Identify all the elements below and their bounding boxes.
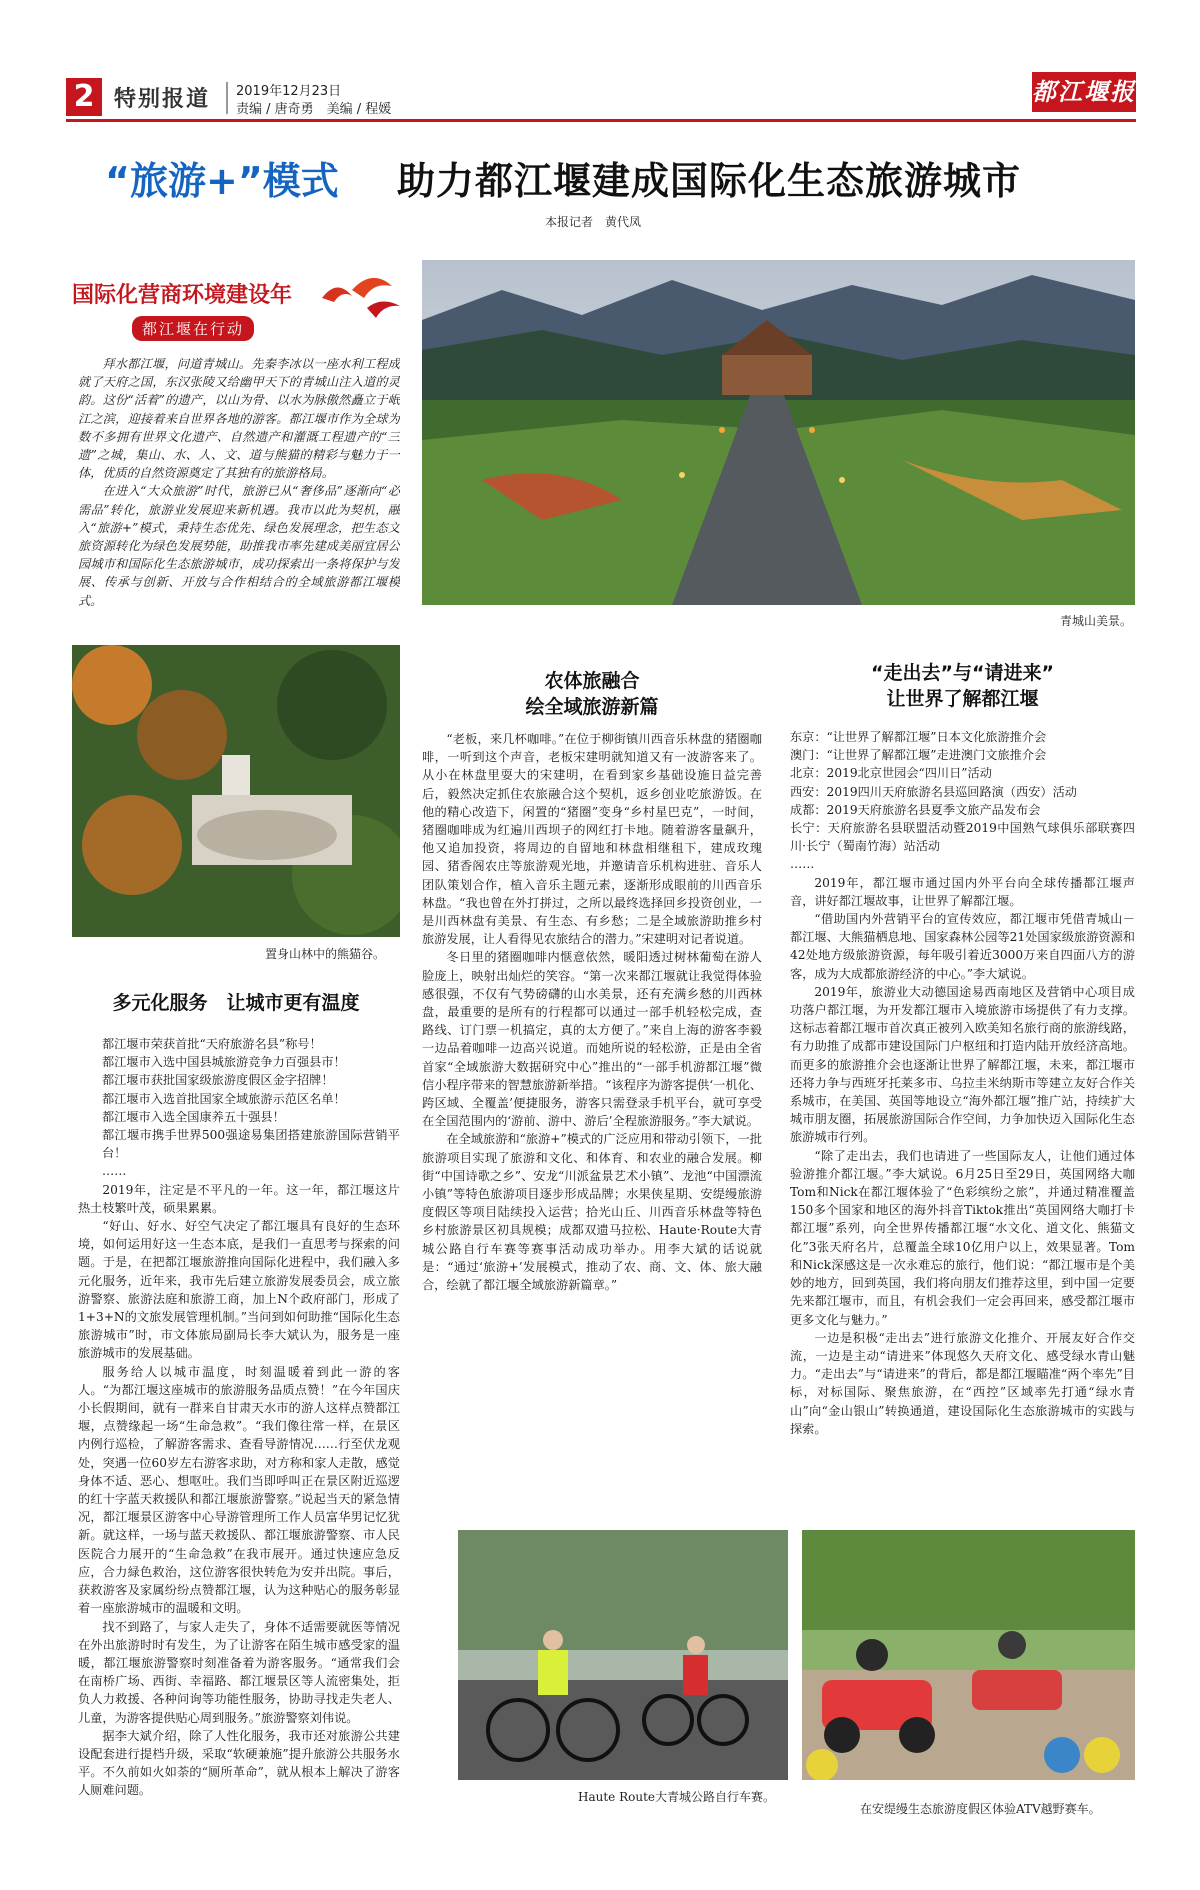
section1-title: 多元化服务 让城市更有温度 xyxy=(112,992,360,1014)
section1-body xyxy=(78,1035,400,1820)
body-paragraph: 冬日里的猪圈咖啡内惬意依然，暖阳透过树林葡萄在游人脸庞上，映射出灿烂的笑容。“第一次来都江堰就让我觉得体验感很强，不仅有气势磅礴的山水美景，还有充满乡愁的川西林盘，最重要的是所有的行程都可以通过一部手机轻松完成，查路线、订门票一机搞定，真的太方便了。”来自上海的游客李毅一边品着咖啡一边高兴说道。而她所说的轻松游，正是由全省首家“全域旅游大数据研究中心”推出的“一部手机游都江堰”微信小程序带来的智慧旅游新举措。“该程序为游客提供‘一机化、跨区域、全覆盖’便捷服务，游客只需登录手机平台，就可享受在全国范围内的‘游前、游中、游后’全程旅游服务。”李大斌说。 xyxy=(422,950,762,1129)
body-paragraph: “老板，来几杯咖啡。”在位于柳街镇川西音乐林盘的猪圈咖啡，一听到这个声音，老板宋建明就知道又有一波游客来了。从小在林盘里耍大的宋建明，在看到家乡基础设施日益完善后，毅然决定抓住农旅融合这个契机，返乡创业吃旅游饭。在他的精心改造下，闲置的“猪圈”变身“乡村星巴克”，一时间，猪圈咖啡成为红遍川西坝子的网红打卡地。随着游客量飙升，他又追加投资，将周边的自留地和林盘相继租下，建成玫瑰园、猪香阁农庄等旅游观光地，并邀请音乐机构进驻、音乐人团队策划合作，植入音乐主题元素，逐渐形成眼前的川西音乐林盘。“我也曾在外打拼过，之所以最终选择回乡投资创业，一是川西林盘有美景、有生态、有乡愁；二是全域旅游助推乡村旅游发展，让人看得见农旅结合的潜力。”宋建明对记者说道。 xyxy=(422,732,762,947)
event-item: 东京：“让世界了解都江堰”日本文化旅游推介会 xyxy=(790,730,1047,744)
body-paragraph: 2019年，旅游业大动德国途易西南地区及营销中心项目成功落户都江堰，为开发都江堰市入境旅游市场提供了有力支撑。这标志着都江堰市首次真正被列入欧美知名旅行商的旅游线路，有力助推了成都市建设国际门户枢纽和打造内陆开放经济高地。而更多的旅游推介会也逐渐让世界了解都江堰，未来，都江堰市还将力争与西班牙托莱多市、乌拉圭米纳斯市等建立友好合作关系城市，在美国、英国等地设立“海外都江堰”推广站，持续扩大城市朋友圈，拓展旅游国际合作空间，力争加快迈入国际化生态旅游城市行列。 xyxy=(790,984,1135,1145)
honor-item: 都江堰市携手世界500强途易集团搭建旅游国际营销平台！ xyxy=(102,1128,400,1161)
cycling-race-photo xyxy=(458,1530,788,1780)
section3-title xyxy=(790,660,1135,712)
intro-paragraph: 在进入“大众旅游”时代，旅游已从“奢侈品”逐渐向“必需品”转化，旅游业发展迎来新机遇。我市以此为契机，融入“旅游+”模式，秉持生态优先、绿色发展理念，把生态文旅资源转化为绿色发展势能，助推我市率先建成美丽宜居公园城市和国际化生态旅游城市，成功探索出一条将保护与发展、传承与创新、开放与合作相结合的全域旅游都江堰模式。 xyxy=(78,484,400,608)
event-item: …… xyxy=(790,857,815,872)
headline xyxy=(105,150,1105,210)
honor-item: 都江堰市荣获首批“天府旅游名县”称号！ xyxy=(102,1037,322,1051)
masthead xyxy=(66,76,1136,122)
event-item: 北京：2019北京世园会“四川日”活动 xyxy=(790,766,992,781)
body-paragraph: 在全域旅游和“旅游+”模式的广泛应用和带动引领下，一批旅游项目实现了旅游和文化、和体育、和农业的融合发展。柳街“中国诗歌之乡”、安龙“川派盆景艺术小镇”、龙池“中国漂流小镇”等特色旅游项目逐步形成品牌；水果侠星期、安缇缦旅游度假区等项目陆续投入运营；拾光山丘、川西音乐林盘等特色乡村旅游景区初具规模；成都双遗马拉松、Haute·Route大青城公路自行车赛等赛事活动成功举办。用李大斌的话说就是：“通过‘旅游+’发展模式，推动了农、商、文、体、旅大融合，绘就了都江堰全域旅游新篇章。” xyxy=(422,1132,762,1293)
honor-item: 都江堰市入选全国康养五十强县！ xyxy=(102,1109,285,1124)
section2-title xyxy=(422,668,762,720)
panda-valley-photo xyxy=(72,645,400,937)
page-number: 2 xyxy=(66,78,102,116)
intro-paragraph: 拜水都江堰，问道青城山。先秦李冰以一座水利工程成就了天府之国，东汉张陵又给幽甲天下的青城山注入道的灵韵。这份“活着”的遗产，以山为骨、以水为脉傲然矗立于岷江之滨，迎接着来自世界各地的游客。都江堰市作为全球为数不多拥有世界文化遗产、自然遗产和灌溉工程遗产的“三遗”之城，集山、水、人、文、道与熊猫的精彩与魅力于一体，优质的自然资源奠定了其独有的旅游格局。 xyxy=(78,357,400,481)
honor-item: …… xyxy=(102,1164,127,1179)
cycling-photo-caption: Haute Route大青城公路自行车赛。 xyxy=(578,1790,775,1804)
section3-body xyxy=(790,728,1135,1518)
section2-title-line2: 绘全域旅游新篇 xyxy=(525,696,659,718)
body-paragraph: “好山、好水、好空气决定了都江堰具有良好的生态环境，如何运用好这一生态本底，是我们一直思考与探索的问题。于是，在把都江堰旅游推向国际化进程中，我们融入多元化服务，近年来，我市先后建立旅游发展委员会，成立旅游警察、旅游法庭和旅游工商，加上N个政府部门，形成了1+3+N的文旅发展管理机制。”当问到如何助推“国际化生态旅游城市”时，市文体旅局副局长李大斌认为，服务是一座旅游城市的发展基础。 xyxy=(78,1219,400,1361)
issue-date: 2019年12月23日 xyxy=(236,84,342,99)
birds-icon xyxy=(312,268,402,328)
section3-title-line2: 让世界了解都江堰 xyxy=(886,688,1039,710)
main-photo-caption: 青城山美景。 xyxy=(1060,614,1133,628)
campaign-title: 国际化营商环境建设年 xyxy=(72,282,293,308)
event-item: 澳门：“让世界了解都江堰”走进澳门文旅推介会 xyxy=(790,748,1047,763)
newspaper-logo: 都江堰报 xyxy=(1032,72,1136,112)
honor-item: 都江堰市入选首批国家全域旅游示范区名单！ xyxy=(102,1091,346,1106)
header-divider xyxy=(226,82,228,114)
body-paragraph: 2019年，都江堰市通过国内外平台向全球传播都江堰声音，讲好都江堰故事，让世界了解都江堰。 xyxy=(790,875,1135,908)
event-item: 成都：2019天府旅游名县夏季文旅产品发布会 xyxy=(790,802,1041,817)
campaign-subtitle: 都江堰在行动 xyxy=(132,316,254,341)
section2-body xyxy=(422,730,762,1520)
atv-photo-caption: 在安缇缦生态旅游度假区体验ATV越野赛车。 xyxy=(860,1802,1101,1816)
section-name: 特别报道 xyxy=(114,87,211,112)
body-paragraph: 找不到路了，与家人走失了，身体不适需要就医等情况在外出旅游时时有发生，为了让游客在陌生城市感受家的温暖，都江堰旅游警察时刻准备着为游客服务。“通常我们会在南桥广场、西街、幸福路、都江堰景区等人流密集处，拒负人力救援、各种问询等功能性服务，协助寻找走失老人、儿童，为游客提供贴心周到服务。”旅游警察刘伟说。 xyxy=(78,1619,400,1725)
event-item: 长宁：天府旅游名县联盟活动暨2019中国熟气球俱乐部联赛四川·长宁（蜀南竹海）站活动 xyxy=(790,821,1135,854)
atv-racing-photo xyxy=(802,1530,1135,1780)
editors-credit: 责编 / 唐奇勇 美编 / 程媛 xyxy=(236,102,392,117)
body-paragraph: 一边是积极“走出去”进行旅游文化推介、开展友好合作交流，一边是主动“请进来”体现悠久天府文化、感受绿水青山魅力。“走出去”与“请进来”的背后，都是都江堰瞄准“两个率先”目标，对标国际、聚焦旅游，在“西控”区域率先打通“绿水青山”向“金山银山”转换通道，建设国际化生态旅游城市的实践与探索。 xyxy=(790,1330,1135,1436)
body-paragraph: “除了走出去，我们也请进了一些国际友人，让他们通过体验游推介都江堰。”李大斌说。6月25日至29日，英国网络大咖Tom和Nick在都江堰体验了“色彩缤纷之旅”，并通过精准覆盖150多个国家和地区的海外抖音Tiktok推出“英国网络大咖打卡都江堰”系列，向全世界传播都江堰“水文化、道文化、熊猫文化”3张天府名片，总覆盖全球10亿用户以上，效果显著。Tom和Nick深感这是一次永难忘的旅行，他们说：“都江堰市是个美妙的地方，回到英国，我们将向朋友们推荐这里，到中国一定要先来都江堰市，而且，有机会我们一定会再回来，感受都江堰市更多文化与魅力。” xyxy=(790,1148,1135,1327)
section3-title-line1: “走出去”与“请进来” xyxy=(871,662,1054,684)
honor-item: 都江堰市获批国家级旅游度假区金字招牌！ xyxy=(102,1073,334,1088)
honor-item: 都江堰市入选中国县城旅游竞争力百强县市！ xyxy=(102,1055,346,1070)
section2-title-line1: 农体旅融合 xyxy=(544,670,640,692)
body-paragraph: 据李大斌介绍，除了人性化服务，我市还对旅游公共建设配套进行提档升级，采取“软硬兼施”提升旅游公共服务水平。不久前如火如荼的“厕所革命”，就从根本上解决了游客人厕难问题。 xyxy=(78,1728,400,1798)
byline: 本报记者 黄代凤 xyxy=(545,215,642,229)
body-paragraph: “借助国内外营销平台的宣传效应，都江堰市凭借青城山－都江堰、大熊猫栖息地、国家森林公园等21处国家级旅游资源和42处地方级旅游资源，每年吸引着近3000万来自四面八方的游客，成为大成都旅游经济的中心。”李大斌说。 xyxy=(790,912,1135,981)
body-paragraph: 服务给人以城市温度，时刻温暖着到此一游的客人。“为都江堰这座城市的旅游服务品质点赞！”在今年国庆小长假期间，就有一群来自甘肃天水市的游人这样点赞都江堰，点赞缘起一场“生命急救”。“我们像往常一样，在景区内例行巡检，了解游客需求、查看导游情况……行至伏龙观处，突遇一位60岁左右游客求助，对方称和家人走散，感觉身体不适、恶心、想呕吐。我们当即呼叫正在景区附近巡逻的红十字蓝天救援队和都江堰旅游警察。”说起当天的紧急情况，都江堰景区游客中心导游管理所工作人员富华男记忆犹新。就这样，一场与蓝天救援队、都江堰旅游警察、市人民医院合力展开的“生命急救”在我市展开。通过快速应急反应，合力緑色救治，这位游客很快转危为安并出院。事后，获救游客及家属纷纷点赞都江堰，认为这种贴心的服务彰显着一座旅游城市的温暖和文明。 xyxy=(78,1364,400,1616)
headline-prefix: “旅游+”模式 xyxy=(105,159,339,203)
headline-main: 助力都江堰建成国际化生态旅游城市 xyxy=(397,158,1022,203)
event-item: 西安：2019四川天府旅游名县巡回路演（西安）活动 xyxy=(790,784,1077,799)
body-paragraph: 2019年，注定是不平凡的一年。这一年，都江堰这片热土枝繁叶茂，硕果累累。 xyxy=(78,1182,400,1215)
intro-text xyxy=(78,355,400,635)
qingcheng-mountain-photo xyxy=(422,260,1135,605)
panda-photo-caption: 置身山林中的熊猫谷。 xyxy=(265,947,386,961)
